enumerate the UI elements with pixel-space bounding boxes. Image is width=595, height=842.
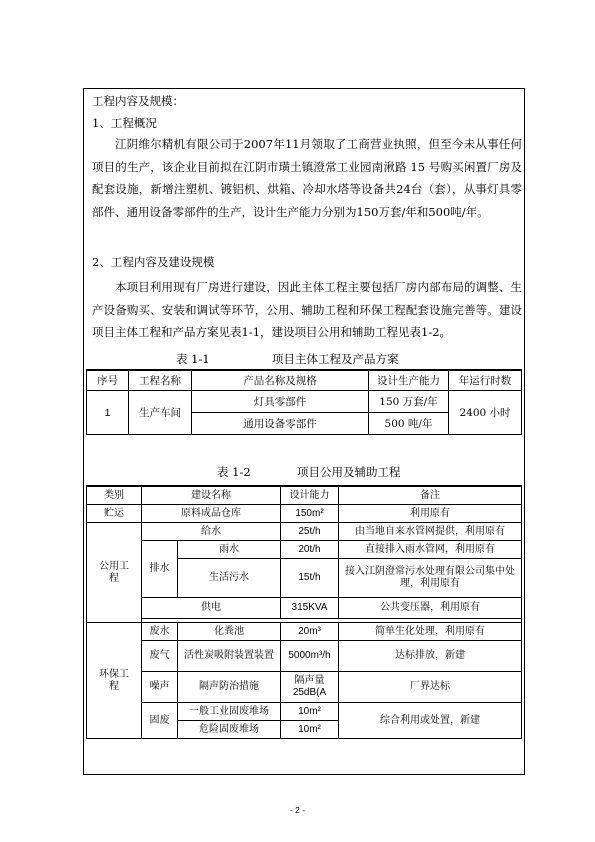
section1-paragraph: 江阴维尔精机有限公司于2007年11月领取了工商营业执照，但至今未从事任何项目的生产，该企业目前拟在江阴市璜土镇澄常工业园南湫路 15 号购买闲置厂房及配套设施，新增注塑机、镀铝机、烘箱、冷却水塔等设备共24台（套），从事灯具零部件、通用设备零部件的生产，设计生产能力分别为150万套/年和500吨/年。	[92, 137, 522, 219]
table2-header: 备注	[339, 486, 522, 505]
table2-header: 类别	[87, 486, 142, 505]
table2-item-name: 危险固废堆场	[178, 721, 281, 739]
table1-caption-number: 表 1-1	[176, 352, 210, 366]
table2-item-name: 雨水	[178, 541, 281, 559]
table2-note: 公共变压器，利用原有	[339, 598, 522, 619]
table2-note: 利用原有	[339, 505, 522, 523]
table2-category	[87, 523, 142, 623]
table2-item-name: 化粪池	[178, 623, 281, 641]
table2-item-name: 隔声防治措施	[178, 672, 281, 703]
table2-capacity: 315KVA	[281, 598, 339, 619]
table2-capacity: 25t/h	[281, 523, 339, 541]
table2-subcategory: 固废	[142, 703, 178, 739]
table1-header: 年运行时数	[449, 370, 522, 391]
section-heading: 工程内容及规模：	[92, 94, 184, 108]
table2-note: 厂界达标	[339, 672, 522, 703]
table2-item-name: 活性炭吸附装置装置	[178, 641, 281, 672]
table1-product-name: 灯具零部件	[192, 391, 369, 413]
table1-main-works	[86, 369, 522, 435]
table1-header: 设计生产能力	[369, 370, 449, 391]
table2-header: 设计能力	[281, 486, 339, 505]
utility-category-label: 公用工程	[99, 560, 129, 584]
table2-subcategory: 废气	[142, 641, 178, 672]
table2-note: 综合利用或处置，新建	[339, 703, 522, 739]
table2-capacity: 15t/h	[281, 559, 339, 598]
table2-item-name: 一般工业固废堆场	[178, 703, 281, 721]
table2-category	[87, 623, 142, 739]
section2-title: 2、工程内容及建设规模	[92, 255, 215, 269]
table2-subcategory: 噪声	[142, 672, 178, 703]
table2-item-name: 给水	[142, 523, 281, 541]
table1-header: 工程名称	[129, 370, 192, 391]
table1-capacity: 500 吨/年	[369, 413, 449, 435]
table2-capacity: 10m²	[281, 721, 339, 739]
table1-capacity: 150 万套/年	[369, 391, 449, 413]
env-category-label: 环保工程	[99, 668, 129, 692]
table2-header: 建设名称	[142, 486, 281, 505]
table1-workshop: 生产车间	[129, 391, 192, 435]
table2-note: 直接排入雨水管网，利用原有	[339, 541, 522, 559]
section2-paragraph: 本项目利用现有厂房进行建设，因此主体工程主要包括厂房内部布局的调整、生产设备购买、安装和调试等环节，公用、辅助工程和环保工程配套设施完善等。建设项目主体工程和产品方案见表1-1，建设项目公用和辅助工程见表1-2。	[92, 280, 522, 339]
table2-note: 达标排放，新建	[339, 641, 522, 672]
table2-note: 由当地自来水管网提供，利用原有	[339, 523, 522, 541]
section1-title: 1、工程概况	[92, 116, 157, 130]
table2-capacity: 20m³	[281, 623, 339, 641]
table2-utilities	[86, 485, 522, 739]
table2-item-name: 原料成品仓库	[142, 505, 281, 523]
table2-subcategory: 废水	[142, 623, 178, 641]
table1-header: 序号	[87, 370, 129, 391]
table2-item-name: 供电	[142, 598, 281, 619]
table2-subcategory: 排水	[142, 541, 178, 598]
table1-product-name: 通用设备零部件	[192, 413, 369, 435]
table2-note: 接入江阴澄常污水处理有限公司集中处理，利用原有	[339, 559, 522, 598]
table2-capacity: 10m²	[281, 703, 339, 721]
table2-category: 贮运	[87, 505, 142, 523]
table1-caption-title: 项目主体工程及产品方案	[272, 352, 399, 366]
table2-capacity: 5000m³/h	[281, 641, 339, 672]
table1-row-number: 1	[87, 391, 129, 435]
table1-header: 产品名称及规格	[192, 370, 369, 391]
page-number: - 2 -	[289, 805, 306, 815]
table2-caption-title: 项目公用及辅助工程	[297, 465, 401, 479]
table2-note: 简单生化处理，利用原有	[339, 623, 522, 641]
table1-hours: 2400 小时	[449, 391, 522, 435]
table2-capacity: 隔声量25dB(A	[281, 672, 339, 703]
table2-item-name: 生活污水	[178, 559, 281, 598]
table2-capacity: 20t/h	[281, 541, 339, 559]
table2-caption-number: 表 1-2	[217, 465, 251, 479]
table2-capacity: 150m²	[281, 505, 339, 523]
